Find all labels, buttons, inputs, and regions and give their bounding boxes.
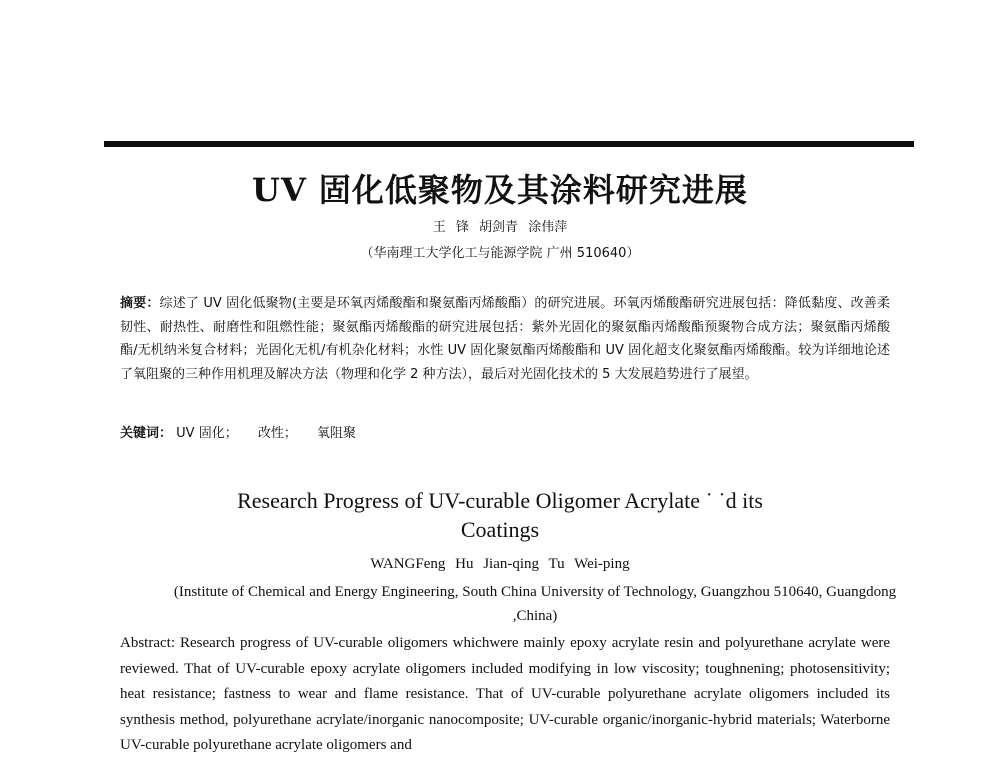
english-title: Research Progress of UV-curable Oligomer Acrylate ˙ ˙d its Coatings	[237, 488, 763, 542]
english-abstract: Abstract: Research progress of UV-curable oligomers whichwere mainly epoxy acrylate resin and polyurethane acrylate were reviewed. That of UV-curable epoxy acrylate oligomers included modifying in low viscosity; toughnening; photosensitivity; heat resistance; fastness to wear and flame resistance. That of UV-curable polyurethane acrylate oligomers included its synthesis method, polyurethane acrylate/inorganic nanocomposite; UV-curable organic/inorganic-hybrid materials; Waterborne UV-curable polyurethane acrylate oligomers and	[120, 635, 890, 753]
chinese-keywords	[120, 423, 890, 445]
chinese-keywords-label: 关键词：	[120, 426, 173, 441]
chinese-authors: 王 锋 胡剑青 涂伟萍	[432, 220, 568, 235]
keyword: 氧阻聚	[317, 426, 357, 441]
english-affiliation: (Institute of Chemical and Energy Engineering, South China University of Technology, Guangzhou 510640, Guangdong ,China)	[173, 584, 897, 624]
chinese-affiliation: （华南理工大学化工与能源学院 广州 510640）	[360, 246, 640, 261]
english-authors: WANGFeng Hu Jian-qing Tu Wei-ping	[370, 556, 630, 572]
header-rule	[104, 141, 914, 147]
chinese-abstract	[120, 292, 890, 386]
keyword: UV 固化；	[176, 426, 238, 441]
chinese-abstract-text: 综述了 UV 固化低聚物(主要是环氧丙烯酸酯和聚氨酯丙烯酸酯）的研究进展。环氧丙烯酸酯研究进展包括：降低黏度、改善柔韧性、耐热性、耐磨性和阻燃性能；聚氨酯丙烯酸酯的研究进展包括：紫外光固化的聚氨酯丙烯酸酯预聚物合成方法；聚氨酯丙烯酸酯/无机纳米复合材料；光固化无机/有机杂化材料；水性 UV 固化聚氨酯丙烯酸酯和 UV 固化超支化聚氨酯丙烯酸酯。较为详细地论述了氧阻聚的三种作用机理及解决方法（物理和化学 2 种方法），最后对光固化技术的 5 大发展趋势进行了展望。	[120, 296, 890, 382]
keyword: 改性；	[257, 426, 297, 441]
chinese-abstract-label: 摘要：	[120, 296, 160, 311]
chinese-title: UV 固化低聚物及其涂料研究进展	[252, 171, 748, 209]
